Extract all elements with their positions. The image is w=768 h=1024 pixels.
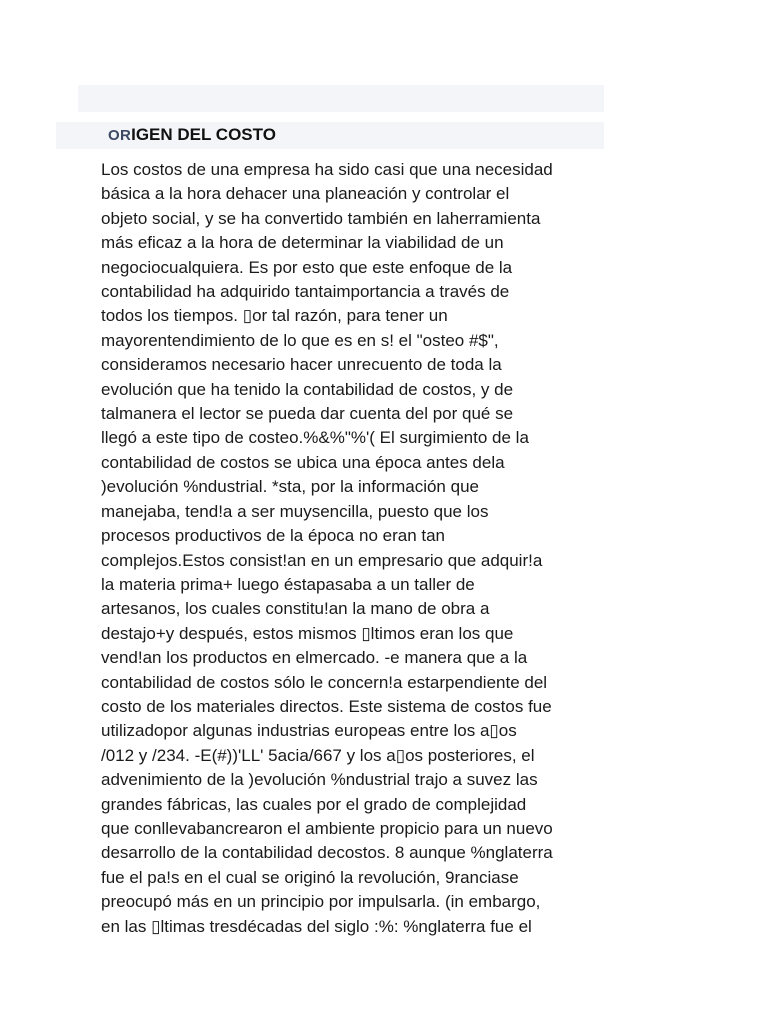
body-line: /012 y /234. -E(#))'LL' 5acia/667 y los a▯os posteriores, el — [101, 745, 535, 765]
body-line: desarrollo de la contabilidad decostos. 8 aunque %nglaterra — [101, 843, 553, 863]
body-line: la materia prima+ luego éstapasaba a un taller de — [101, 574, 475, 594]
body-line: básica a la hora dehacer una planeación y controlar el — [101, 184, 510, 204]
body-line: que conllevabancrearon el ambiente propicio para un nuevo — [101, 818, 553, 838]
header-band — [78, 85, 604, 112]
body-line: evolución que ha tenido la contabilidad de costos, y de — [101, 379, 514, 399]
heading-text: IGEN DEL COSTO — [131, 125, 276, 144]
body-line: en las ▯ltimas tresdécadas del siglo :%: %nglaterra fue el — [101, 916, 532, 936]
body-line: advenimiento de la )evolución %ndustrial trajo a suvez las — [101, 770, 538, 790]
body-line: procesos productivos de la época no eran tan — [101, 526, 446, 546]
body-line: manejaba, tend!a a ser muysencilla, puesto que los — [101, 501, 489, 521]
body-line: costo de los materiales directos. Este sistema de costos fue — [101, 696, 552, 716]
section-heading — [108, 124, 276, 147]
body-line: contabilidad de costos se ubica una época antes dela — [101, 452, 505, 472]
body-line: vend!an los productos en elmercado. -e manera que a la — [101, 648, 528, 668]
body-line: consideramos necesario hacer unrecuento de toda la — [101, 355, 502, 375]
body-line: talmanera el lector se pueda dar cuenta del por qué se — [101, 404, 514, 424]
body-line: negociocualquiera. Es por esto que este enfoque de la — [101, 257, 513, 277]
body-line: todos los tiempos. ▯or tal razón, para tener un — [101, 306, 448, 326]
body-line: contabilidad de costos sólo le concern!a estarpendiente del — [101, 672, 548, 692]
body-line: Los costos de una empresa ha sido casi que una necesidad — [101, 160, 553, 179]
body-line: objeto social, y se ha convertido también en laherramienta — [101, 208, 541, 228]
body-line: grandes fábricas, las cuales por el grado de complejidad — [101, 794, 527, 814]
body-line: fue el pa!s en el cual se originó la revolución, 9ranciase — [101, 867, 519, 887]
body-line: mayorentendimiento de lo que es en s! el "osteo #$", — [101, 330, 499, 350]
body-line: complejos.Estos consist!an en un empresario que adquir!a — [101, 550, 543, 570]
body-line: preocupó más en un principio por impulsarla. (in embargo, — [101, 892, 541, 912]
body-line: utilizadopor algunas industrias europeas entre los a▯os — [101, 721, 517, 741]
body-line: más eficaz a la hora de determinar la viabilidad de un — [101, 233, 504, 253]
body-paragraph — [101, 158, 611, 939]
body-line: destajo+y después, estos mismos ▯ltimos eran los que — [101, 623, 514, 643]
body-line: llegó a este tipo de costeo.%&%"%'( El surgimiento de la — [101, 428, 529, 448]
body-line: contabilidad ha adquirido tantaimportancia a través de — [101, 282, 510, 302]
heading-accent: OR — [108, 127, 132, 144]
body-line: artesanos, los cuales constitu!an la mano de obra a — [101, 599, 490, 619]
body-line: )evolución %ndustrial. *sta, por la información que — [101, 477, 479, 497]
